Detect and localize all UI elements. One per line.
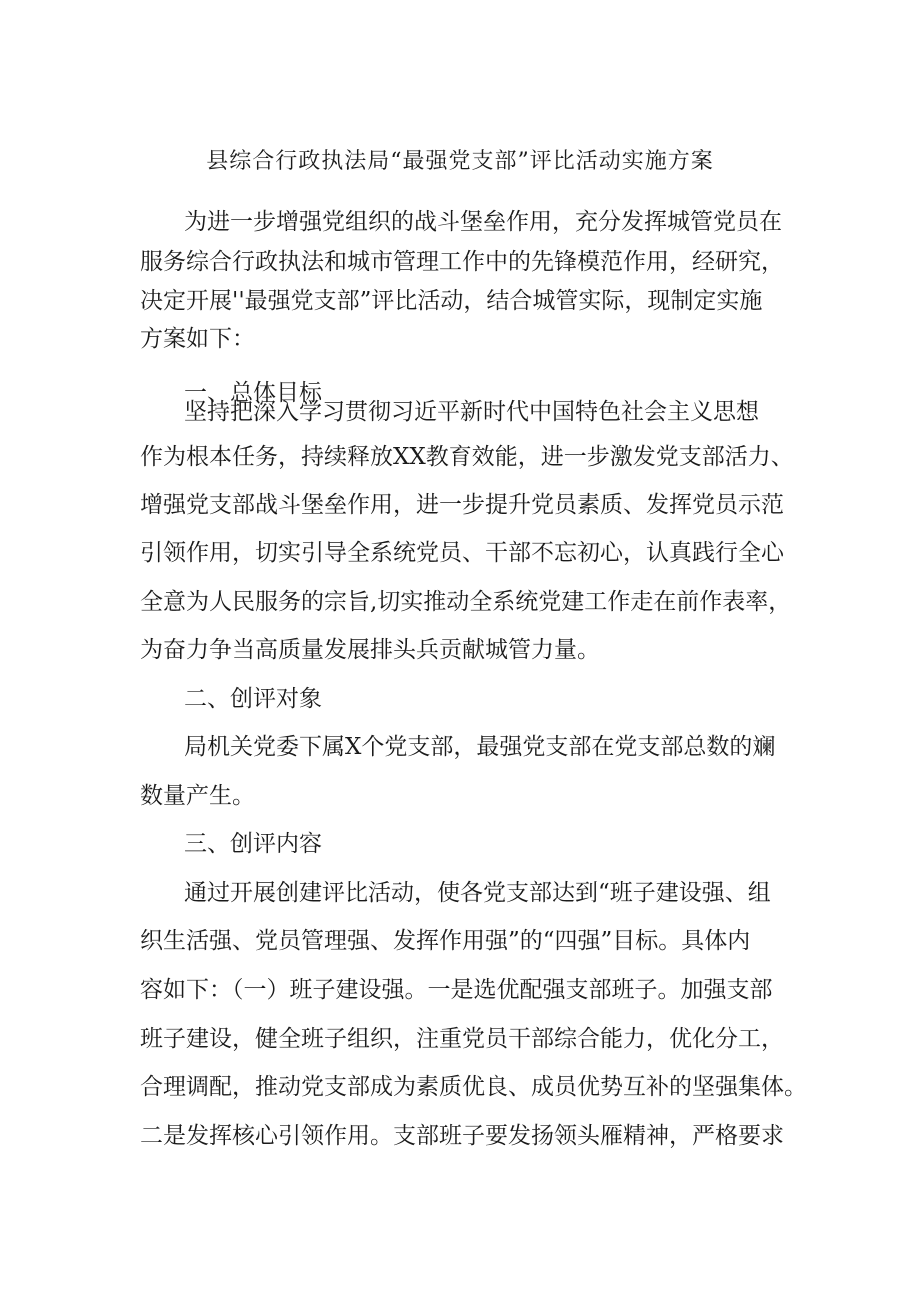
section3-line-4: 班子建设，健全班子组织，注重党员干部综合能力，优化分工，: [140, 1026, 784, 1052]
document-title: 县综合行政执法局“最强党支部”评比活动实施方案: [206, 149, 714, 174]
section3-heading: 三、创评内容: [184, 831, 322, 857]
section2-line-1: 局机关党委下属X个党支部，最强党支部在党支部总数的斓: [184, 734, 776, 760]
intro-line-4: 方案如下：: [140, 326, 255, 352]
section1-line-3: 增强党支部战斗堡垒作用，进一步提升党员素质、发挥党员示范: [140, 492, 784, 518]
intro-line-2: 服务综合行政执法和城市管理工作中的先锋模范作用，经研究，: [140, 249, 784, 275]
section1-line-1: 坚持把深入学习贯彻习近平新时代中国特色社会主义思想: [184, 399, 759, 425]
section3-line-6: 二是发挥核心引领作用。支部班子要发扬领头雁精神，严格要求: [140, 1123, 784, 1149]
intro-line-1: 为进一步增强党组织的战斗堡垒作用，充分发挥城管党员在: [184, 209, 782, 235]
section1-line-5: 全意为人民服务的宗旨,切实推动全系统党建工作走在前作表率，: [140, 589, 792, 615]
section3-line-1: 通过开展创建评比活动，使各党支部达到“班子建设强、组: [184, 880, 771, 906]
section1-line-4: 引领作用，切实引导全系统党员、干部不忘初心，认真践行全心: [140, 540, 784, 566]
section3-line-2: 织生活强、党员管理强、发挥作用强”的“四强”目标。具体内: [140, 928, 751, 954]
section2-heading: 二、创评对象: [184, 686, 322, 712]
intro-line-3: 决定开展''最强党支部”评比活动，结合城管实际，现制定实施: [140, 288, 763, 314]
section2-line-2: 数量产生。: [140, 783, 255, 809]
section1-heading: 一、总体目标: [184, 380, 322, 406]
section1-line-2: 作为根本任务，持续释放XX教育效能，进一步激发党支部活力、: [140, 444, 794, 470]
section3-line-3: 容如下：（一）班子建设强。一是选优配强支部班子。加强支部: [140, 977, 773, 1003]
section3-line-5: 合理调配，推动党支部成为素质优良、成员优势互补的坚强集体。: [140, 1074, 807, 1100]
section1-line-6: 为奋力争当高质量发展排头兵贡献城管力量。: [140, 637, 600, 663]
